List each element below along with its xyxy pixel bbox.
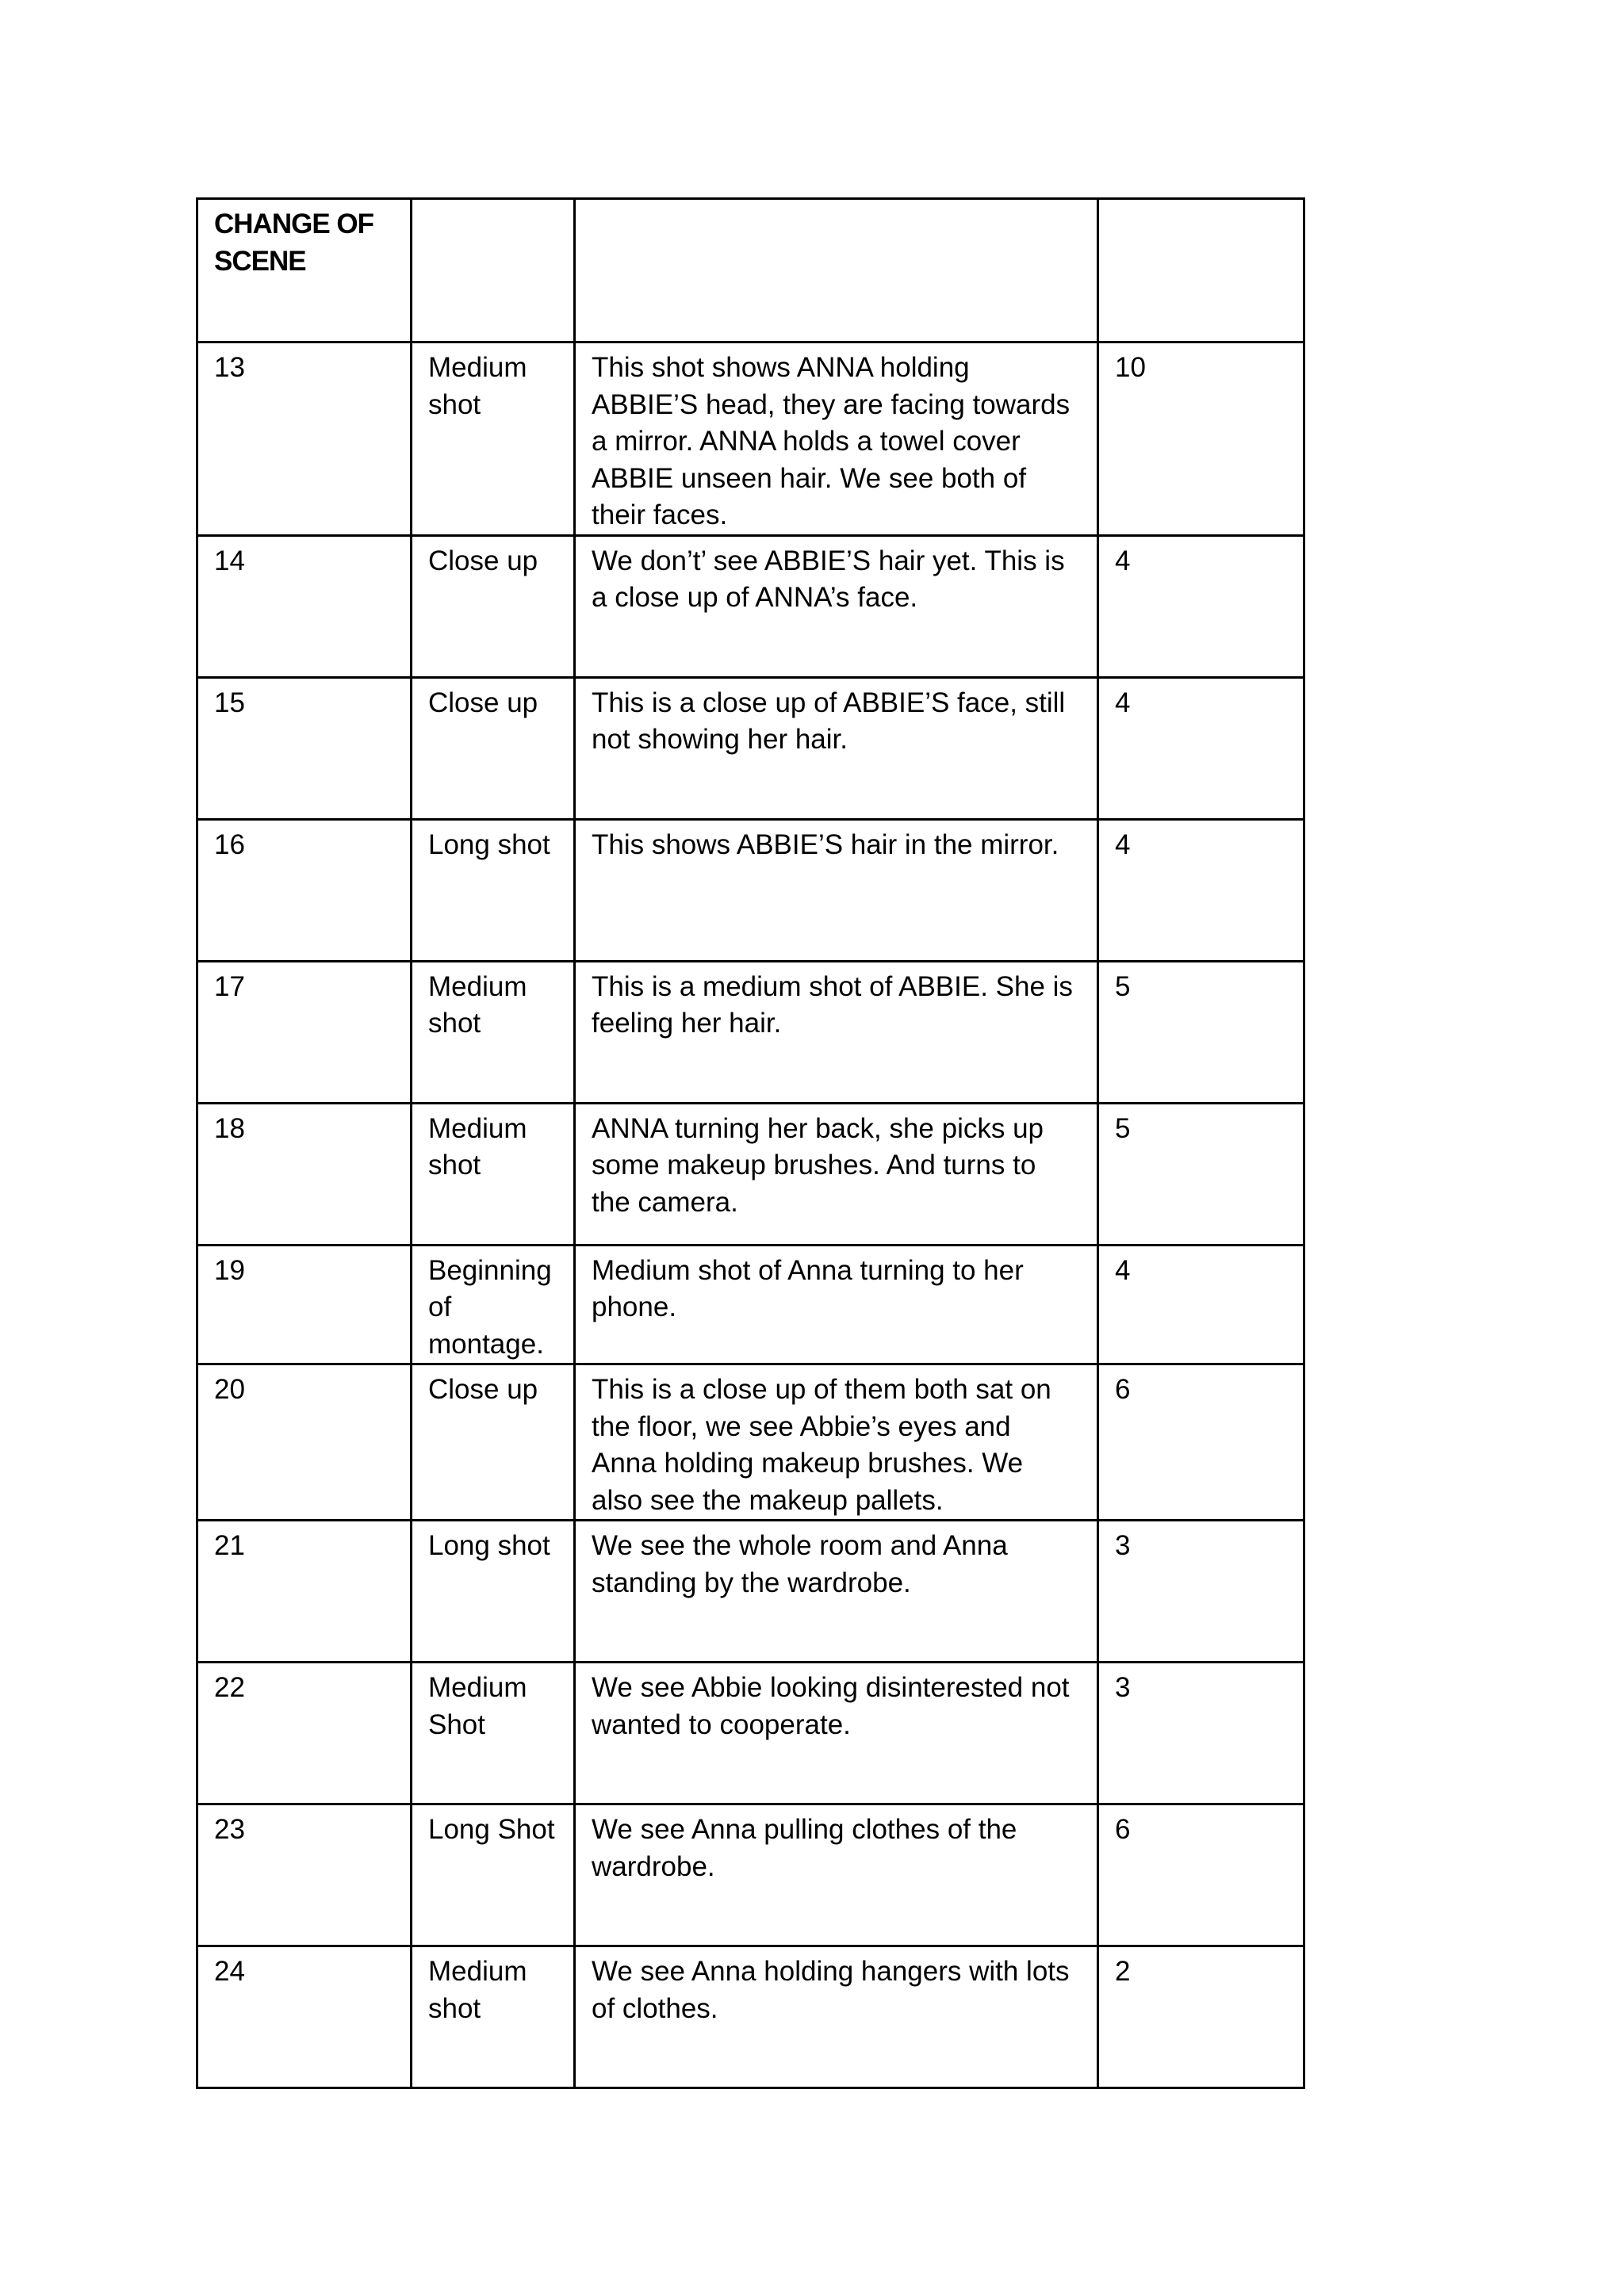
table-row xyxy=(197,677,1304,819)
table-row xyxy=(197,1663,1304,1804)
shot-duration: 5 xyxy=(1098,1103,1304,1245)
shot-type: Close up xyxy=(412,1364,575,1521)
shot-number: 13 xyxy=(197,342,412,536)
shot-duration: 3 xyxy=(1098,1521,1304,1663)
shot-description: This is a close up of them both sat on the floor, we see Abbie’s eyes and Anna holding makeup brushes. We also see the makeup pallets. xyxy=(575,1364,1098,1521)
shot-number: 24 xyxy=(197,1946,412,2088)
shot-type: Medium Shot xyxy=(412,1663,575,1804)
shot-type: Medium shot xyxy=(412,1103,575,1245)
shot-description: This shot shows ANNA holding ABBIE’S head, they are facing towards a mirror. ANNA holds a towel cover ABBIE unseen hair. We see both of their faces. xyxy=(575,342,1098,536)
shot-number: 14 xyxy=(197,535,412,677)
shot-description: This is a medium shot of ABBIE. She is feeling her hair. xyxy=(575,961,1098,1103)
shot-duration: 4 xyxy=(1098,819,1304,961)
scene-change-cell: CHANGE OF SCENE xyxy=(197,199,412,342)
shot-duration: 4 xyxy=(1098,1245,1304,1364)
shot-number: 22 xyxy=(197,1663,412,1804)
shot-list-table xyxy=(196,197,1305,2089)
shot-number: 23 xyxy=(197,1804,412,1946)
shot-number: 21 xyxy=(197,1521,412,1663)
shot-duration: 5 xyxy=(1098,961,1304,1103)
shot-number: 15 xyxy=(197,677,412,819)
shot-duration: 4 xyxy=(1098,677,1304,819)
header-duration-cell xyxy=(1098,199,1304,342)
table-row xyxy=(197,1804,1304,1946)
shot-duration: 4 xyxy=(1098,535,1304,677)
header-row xyxy=(197,199,1304,342)
shot-number: 20 xyxy=(197,1364,412,1521)
table-row xyxy=(197,1521,1304,1663)
shot-description: We don’t’ see ABBIE’S hair yet. This is a close up of ANNA’s face. xyxy=(575,535,1098,677)
shot-type: Beginning of montage. xyxy=(412,1245,575,1364)
header-shot-type-cell xyxy=(412,199,575,342)
table-row xyxy=(197,342,1304,536)
shot-type: Long shot xyxy=(412,1521,575,1663)
shot-type: Long shot xyxy=(412,819,575,961)
shot-number: 19 xyxy=(197,1245,412,1364)
table-row xyxy=(197,535,1304,677)
shot-description: We see Abbie looking disinterested not wanted to cooperate. xyxy=(575,1663,1098,1804)
shot-description: This is a close up of ABBIE’S face, still not showing her hair. xyxy=(575,677,1098,819)
shot-description: We see the whole room and Anna standing by the wardrobe. xyxy=(575,1521,1098,1663)
header-description-cell xyxy=(575,199,1098,342)
shot-duration: 6 xyxy=(1098,1364,1304,1521)
shot-duration: 3 xyxy=(1098,1663,1304,1804)
shot-type: Close up xyxy=(412,535,575,677)
shot-number: 16 xyxy=(197,819,412,961)
shot-duration: 10 xyxy=(1098,342,1304,536)
shot-description: This shows ABBIE’S hair in the mirror. xyxy=(575,819,1098,961)
shot-type: Long Shot xyxy=(412,1804,575,1946)
shot-type: Medium shot xyxy=(412,961,575,1103)
table-row xyxy=(197,1245,1304,1364)
shot-type: Medium shot xyxy=(412,342,575,536)
table-row xyxy=(197,1946,1304,2088)
table-row xyxy=(197,1364,1304,1521)
shot-description: Medium shot of Anna turning to her phone. xyxy=(575,1245,1098,1364)
shot-duration: 2 xyxy=(1098,1946,1304,2088)
shot-number: 18 xyxy=(197,1103,412,1245)
shot-description: We see Anna holding hangers with lots of clothes. xyxy=(575,1946,1098,2088)
table-row xyxy=(197,961,1304,1103)
shot-description: We see Anna pulling clothes of the wardrobe. xyxy=(575,1804,1098,1946)
shot-type: Close up xyxy=(412,677,575,819)
shot-type: Medium shot xyxy=(412,1946,575,2088)
shot-duration: 6 xyxy=(1098,1804,1304,1946)
shot-number: 17 xyxy=(197,961,412,1103)
shot-description: ANNA turning her back, she picks up some makeup brushes. And turns to the camera. xyxy=(575,1103,1098,1245)
table-row xyxy=(197,819,1304,961)
table-row xyxy=(197,1103,1304,1245)
